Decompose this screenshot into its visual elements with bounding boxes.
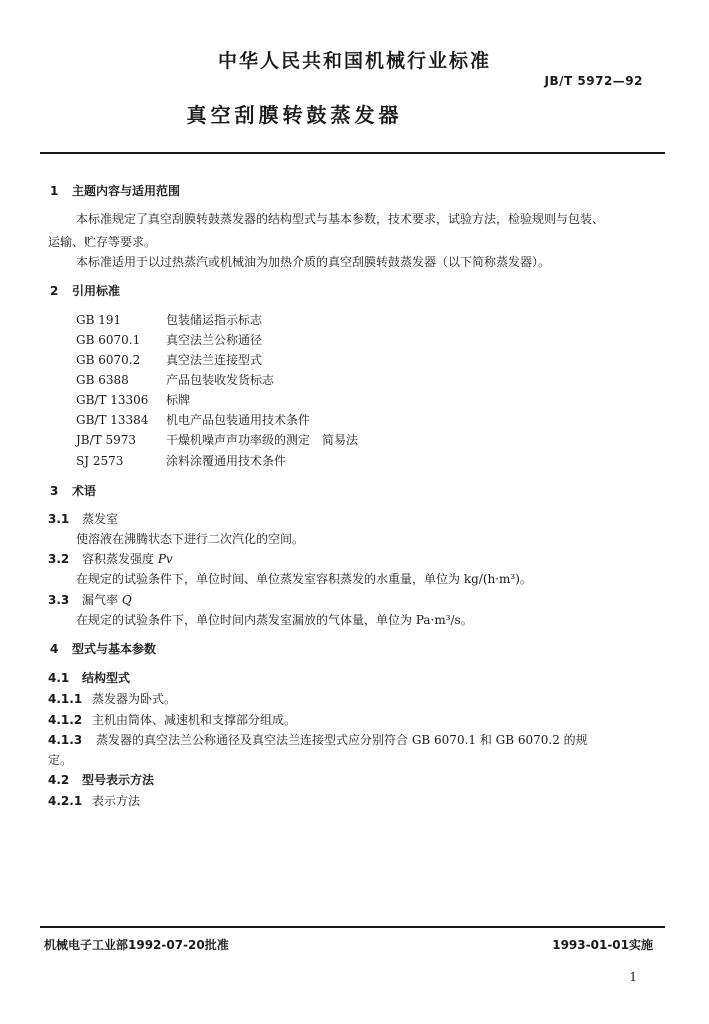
term-symbol: Pv	[157, 552, 173, 566]
reference-code: GB 6070.2	[76, 353, 141, 367]
reference-name: 真空法兰连接型式	[166, 353, 263, 367]
reference-code: SJ 2573	[76, 454, 124, 468]
effective-date: 1993-01-01实施	[552, 938, 653, 952]
section-number: 3	[50, 484, 59, 498]
clause-4-1-2	[48, 711, 296, 728]
clause-title: 型号表示方法	[82, 773, 155, 787]
reference-code: GB 6070.1	[76, 333, 141, 347]
reference-code: JB/T 5973	[76, 433, 137, 447]
page-number: 1	[629, 970, 637, 984]
clause-number: 4.1.2	[48, 713, 83, 727]
term-name: 容积蒸发强度	[82, 552, 155, 566]
reference-item	[76, 331, 262, 348]
approval-date: 机械电子工业部1992-07-20批准	[44, 938, 229, 952]
term-3-1-definition: 使溶液在沸腾状态下进行二次汽化的空间。	[76, 532, 305, 546]
reference-name: 产品包装收发货标志	[166, 373, 275, 387]
term-symbol: Q	[121, 593, 132, 607]
reference-item	[76, 391, 190, 408]
reference-name: 涂料涂覆通用技术条件	[166, 454, 287, 468]
section-title: 型式与基本参数	[72, 642, 157, 656]
reference-item	[76, 371, 274, 388]
section-number: 4	[50, 642, 59, 656]
reference-code: GB/T 13306	[76, 393, 149, 407]
standard-code: JB/T 5972—92	[544, 74, 643, 88]
term-3-3-definition: 在规定的试验条件下，单位时间内蒸发室漏放的气体量，单位为 Pa·m³/s。	[76, 613, 473, 627]
section-3-heading	[50, 482, 96, 499]
section-number: 1	[50, 184, 59, 198]
term-3-2	[48, 550, 173, 567]
reference-name: 干燥机噪声声功率级的测定 简易法	[166, 433, 359, 447]
section-title: 主题内容与适用范围	[72, 184, 181, 198]
clause-4-1-3-line2: 定。	[48, 753, 73, 767]
reference-code: GB 6388	[76, 373, 129, 387]
clause-number: 4.1	[48, 671, 70, 685]
clause-4-1-1	[48, 690, 176, 707]
clause-text: 蒸发器为卧式。	[92, 692, 177, 706]
clause-number: 4.2	[48, 773, 70, 787]
reference-item	[76, 452, 286, 469]
organization-title: 中华人民共和国机械行业标准	[217, 50, 491, 72]
clause-number: 4.2.1	[48, 794, 83, 808]
section-1-heading	[50, 182, 180, 199]
section-title: 引用标准	[72, 284, 121, 298]
clause-number: 4.1.3	[48, 733, 83, 747]
section-4-heading	[50, 640, 156, 657]
section-1-para1-line2: 运输、贮存等要求。	[48, 235, 157, 249]
section-title: 术语	[72, 484, 97, 498]
term-3-2-definition: 在规定的试验条件下，单位时间、单位蒸发室容积蒸发的水重量，单位为 kg/(h·m³)。	[76, 572, 532, 586]
reference-item	[76, 311, 262, 328]
document-title: 真空刮膜转鼓蒸发器	[186, 103, 403, 127]
reference-code: GB 191	[76, 313, 122, 327]
clause-number: 4.1.1	[48, 692, 83, 706]
clause-number: 3.1	[48, 512, 70, 526]
section-2-heading	[50, 282, 120, 299]
reference-item	[76, 411, 310, 428]
term-3-1	[48, 510, 118, 527]
clause-4-2-1	[48, 792, 140, 809]
term-name: 蒸发室	[82, 512, 119, 526]
reference-name: 包装储运指示标志	[166, 313, 263, 327]
clause-number: 3.3	[48, 593, 70, 607]
clause-title: 结构型式	[82, 671, 131, 685]
footer-divider	[40, 926, 665, 928]
reference-name: 标牌	[166, 393, 191, 407]
clause-text: 主机由筒体、减速机和支撑部分组成。	[92, 713, 297, 727]
clause-4-1	[48, 669, 130, 686]
clause-text: 表示方法	[92, 794, 141, 808]
clause-text: 蒸发器的真空法兰公称通径及真空法兰连接型式应分别符合 GB 6070.1 和 GB 6070.2 的规	[96, 733, 588, 747]
reference-code: GB/T 13384	[76, 413, 149, 427]
reference-item	[76, 351, 262, 368]
reference-item	[76, 431, 358, 448]
section-1-para1-line1: 本标准规定了真空刮膜转鼓蒸发器的结构型式与基本参数，技术要求，试验方法，检验规则与包装、	[76, 212, 605, 226]
section-1-para2: 本标准适用于以过热蒸汽或机械油为加热介质的真空刮膜转鼓蒸发器（以下简称蒸发器）。	[76, 255, 551, 269]
clause-number: 3.2	[48, 552, 70, 566]
clause-4-2	[48, 771, 154, 788]
header-divider	[40, 152, 665, 154]
reference-name: 机电产品包装通用技术条件	[166, 413, 311, 427]
clause-4-1-3	[48, 731, 588, 748]
section-number: 2	[50, 284, 59, 298]
term-3-3	[48, 591, 132, 608]
reference-name: 真空法兰公称通径	[166, 333, 263, 347]
term-name: 漏气率	[82, 593, 119, 607]
